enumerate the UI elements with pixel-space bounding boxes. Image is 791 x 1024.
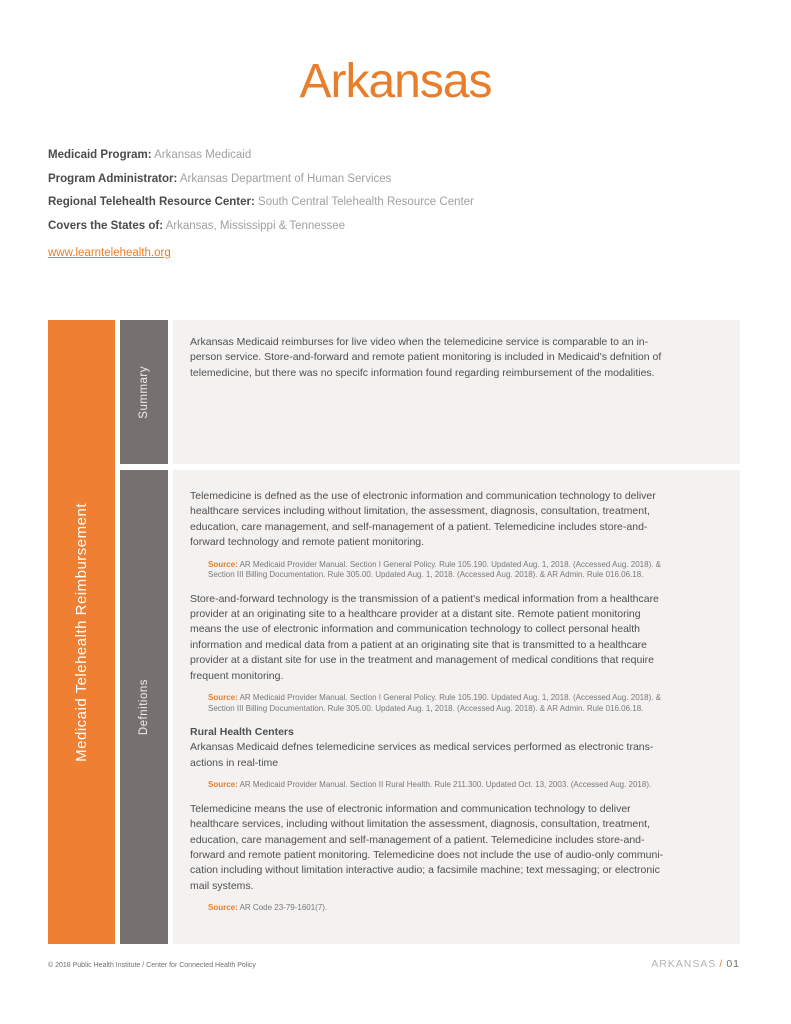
footer-page-number: 01	[726, 958, 740, 970]
reimbursement-content-block	[48, 320, 740, 944]
definitions-paragraph-4: Telemedicine means the use of electronic information and communication technology to deliver healthcare services, including without limitation the assessment, diagnosis, consultation, treatment, education, care management and self-management of a patient. Telemedicine includes store-and-forward and remote patient monitoring. Telemedicine does not include the use of audio-only communi-cation including without limitation interactive audio; a facsimile machine; text messaging; or electronic mail systems.	[190, 802, 664, 892]
meta-value: Arkansas, Mississippi & Tennessee	[165, 219, 345, 232]
definitions-paragraph-1: Telemedicine is defned as the use of electronic information and communication technology to deliver healthcare services including without limitation, the assessment, diagnosis, consultation, treatment, education, care management, and self-management of a patient. Telemedicine includes store-and-forward technology and remote patient monitoring.	[190, 490, 656, 549]
footer-pagemark	[651, 958, 740, 970]
meta-label: Medicaid Program:	[48, 149, 152, 161]
footer-copyright: © 2018 Public Health Institute / Center for Connected Health Policy	[48, 962, 256, 969]
rural-health-centers-heading: Rural Health Centers	[190, 726, 294, 739]
meta-row-medicaid-program	[48, 149, 474, 162]
summary-text: Arkansas Medicaid reimburses for live video when the telemedicine service is comparable to an in-person service. Store-and-forward and remote patient monitoring is included in Medicaid's defnition of telemedicine, but there was no specifc information found regarding reimbursement of the modalities.	[190, 336, 662, 379]
source-citation-4	[208, 903, 680, 914]
summary-panel	[173, 320, 740, 464]
definitions-paragraph-3: Arkansas Medicaid defnes telemedicine services as medical services performed as electronic trans-actions in real-time	[190, 741, 654, 769]
page-footer	[48, 958, 740, 970]
source-text: AR Code 23-79-1601(7).	[239, 903, 328, 913]
source-citation-3	[208, 780, 680, 791]
meta-row-resource-center	[48, 196, 474, 209]
meta-label: Program Administrator:	[48, 172, 178, 185]
source-label: Source:	[208, 693, 238, 703]
source-citation-2	[208, 693, 680, 714]
meta-value: Arkansas Department of Human Services	[179, 172, 392, 185]
category-sidebar-label: Medicaid Telehealth Reimbursement	[73, 502, 90, 762]
tab-definitions	[120, 470, 168, 944]
footer-state-label: ARKANSAS	[651, 958, 717, 970]
source-label: Source:	[208, 903, 238, 913]
page-title: Arkansas	[299, 55, 492, 108]
tab-definitions-label: Defnitions	[138, 678, 150, 736]
tab-summary	[120, 320, 168, 464]
source-text: AR Medicaid Provider Manual. Section I General Policy. Rule 105.190. Updated Aug. 1, 2018. (Accessed Aug. 2018). & Section III Billing Documentation. Rule 305.00. Updated Aug. 1, 2018. (Accessed Aug. 2018). & AR Admin. Rule 016.06.18.	[208, 693, 662, 713]
meta-value: South Central Telehealth Resource Center	[258, 196, 474, 208]
source-label: Source:	[208, 559, 238, 569]
meta-block	[48, 149, 474, 261]
meta-label: Regional Telehealth Resource Center:	[48, 196, 255, 208]
source-citation-1	[208, 560, 680, 581]
meta-row-covered-states	[48, 220, 474, 233]
footer-separator: /	[719, 958, 724, 970]
source-text: AR Medicaid Provider Manual. Section II Rural Health. Rule 211.300. Updated Oct. 13, 2003. (Accessed Aug. 2018).	[239, 780, 652, 790]
meta-row-program-administrator	[48, 173, 474, 186]
meta-label: Covers the States of:	[48, 219, 164, 232]
source-label: Source:	[208, 780, 238, 790]
telehealth-website-link[interactable]: www.learntelehealth.org	[48, 247, 171, 259]
definitions-panel	[173, 470, 740, 944]
definitions-paragraph-2: Store-and-forward technology is the transmission of a patient's medical information from a healthcare provider at an originating site to a healthcare provider at a distant site. Remote patient monitoring means the use of electronic information and communication technology to collect personal health information and medical data from a patient at an originating site that is transmitted to a healthcare provider at a distant site for use in the treatment and management of medical conditions that require frequent monitoring.	[190, 592, 659, 682]
meta-value: Arkansas Medicaid	[154, 149, 252, 161]
tab-summary-label: Summary	[138, 365, 150, 419]
source-text: AR Medicaid Provider Manual. Section I General Policy. Rule 105.190. Updated Aug. 1, 2018. (Accessed Aug. 2018). & Section III Billing Documentation. Rule 305.00. Updated Aug. 1, 2018. (Accessed Aug. 2018). & AR Admin. Rule 016.06.18.	[208, 559, 662, 580]
category-sidebar	[48, 320, 115, 944]
